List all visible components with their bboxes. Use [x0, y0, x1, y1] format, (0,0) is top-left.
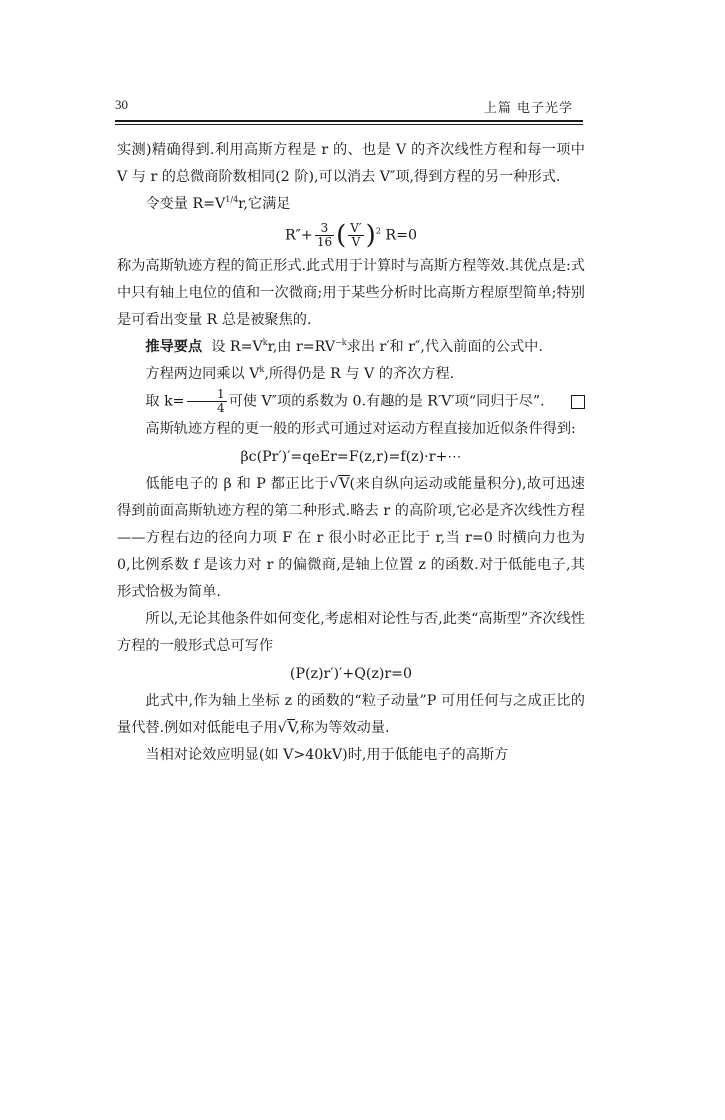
paragraph-momentum: 此式中,作为轴上坐标 z 的函数的“粒子动量”P 可用任何与之成正比的量代替.例如对低能电子用√V,称为等效动量.	[117, 692, 585, 736]
equation-gauss-normal-form	[117, 222, 585, 249]
paragraph-relativity: 当相对论效应明显(如 V>40kV)时,用于低能电子的高斯方	[145, 746, 509, 763]
page-body	[117, 137, 585, 769]
derivation-c: 求出 r′和 r″,代入前面的公式中.	[346, 339, 543, 355]
eq1-inner-num: V′	[350, 221, 362, 235]
qed-box-icon	[571, 395, 585, 409]
page-header	[115, 97, 585, 117]
paragraph-multiply	[117, 361, 585, 388]
multiply-a: 方程两边同乘以 V	[145, 366, 260, 382]
exponent-k-2: k	[259, 365, 265, 374]
exponent-quarter: 1/4	[225, 195, 239, 204]
choose-k-b: 可使 V″项的系数为 0.有趣的是 R′V′项“同归于尽”.	[228, 393, 545, 410]
paragraph-low-energy: 低能电子的 β 和 P 都正比于√V(来自纵向运动或能量积分),故可迅速得到前面高斯轨迹方程的第二种形式.略去 r 的高阶项,它必是齐次线性方程——方程右边的径向力项 F 在 r 很小时必正比于 r,当 r=0 时横向力也为 0,比例系数 f 是该力对 r 的偏微商,是轴上位置 z 的函数.对于低能电子,其形式恰极为简单.	[117, 475, 585, 600]
define-R-text-a: 令变量 R=V	[145, 196, 226, 212]
quarter-num: 1	[187, 388, 227, 402]
low-energy-a: 低能电子的 β 和 P 都正比于	[145, 475, 330, 492]
eq1-power: 2	[375, 226, 381, 236]
header-rule-thick	[115, 120, 583, 122]
paragraph-2: 称为高斯轨迹方程的简正形式.此式用于计算时与高斯方程等效.其优点是:式中只有轴上电位的值和一次微商;用于某些分析时比高斯方程原型简单;特别是可看出变量 R 总是被聚焦的.	[117, 258, 585, 328]
equation-general: (P(z)r′)′+Q(z)r=0	[289, 665, 413, 682]
running-title: 上篇 电子光学	[483, 101, 573, 116]
eq1-inner-fraction	[348, 222, 363, 249]
derivation-b: r,由 r=RV	[267, 339, 336, 355]
paragraph-gauss-type: 所以,无论其他条件如何变化,考虑相对论性与否,此类“高斯型”齐次线性方程的一般形式总可写作	[117, 610, 585, 654]
sqrt-V-2: V	[287, 719, 296, 736]
choose-k-a: 取 k=	[145, 393, 185, 410]
eq1-right: R=0	[385, 227, 418, 244]
paragraph-choose-k	[117, 388, 585, 416]
left-paren: (	[336, 220, 347, 251]
derivation-a: 设 R=V	[211, 339, 263, 355]
momentum-b: ,称为等效动量.	[295, 719, 390, 736]
header-rule-thin	[115, 124, 583, 125]
eq1-frac-num: 3	[315, 222, 334, 236]
momentum-a: 此式中,作为轴上坐标 z 的函数的“粒子动量”P 可用任何与之成正比的量代替.例如对低能电子用	[117, 692, 585, 736]
eq1-frac-den: 16	[316, 235, 333, 249]
paragraph-derivation	[117, 334, 585, 361]
paragraph-general-form: 高斯轨迹方程的更一般的形式可通过对运动方程直接加近似条件得到:	[145, 420, 576, 437]
multiply-b: ,所得仍是 R 与 V 的齐次方程.	[264, 366, 455, 382]
exponent-k: k	[262, 338, 268, 347]
paragraph-define-R	[117, 191, 585, 218]
quarter-fraction	[187, 388, 227, 415]
eq1-inner-den: V	[351, 235, 361, 249]
right-paren: )	[365, 220, 376, 251]
derivation-label: 推导要点	[145, 339, 203, 355]
sqrt-V: V	[339, 475, 350, 492]
eq1-left: R″+	[284, 227, 313, 244]
quarter-den: 4	[216, 401, 225, 415]
page-number: 30	[115, 97, 128, 112]
equation-motion: βc(Pr′)′=qeEr=F(z,r)=f(z)·r+⋯	[240, 448, 462, 465]
paragraph-1: 实测)精确得到.利用高斯方程是 r 的、也是 V 的齐次线性方程和每一项中 V 与 r 的总微商阶数相同(2 阶),可以消去 V″项,得到方程的另一种形式.	[117, 142, 585, 185]
exponent-neg-k: −k	[335, 338, 347, 347]
eq1-fraction	[315, 222, 334, 249]
low-energy-b: (来自纵向运动或能量积分),故可迅速得到前面高斯轨迹方程的第二种形式.略去 r 的高阶项,它必是齐次线性方程——方程右边的径向力项 F 在 r 很小时必正比于 r,当 r=0 时横向力也为 0,比例系数 f 是该力对 r 的偏微商,是轴上位置 z 的函数.对于低能电子,其形式恰极为简单.	[117, 475, 585, 600]
define-R-text-b: r,它满足	[238, 196, 291, 212]
